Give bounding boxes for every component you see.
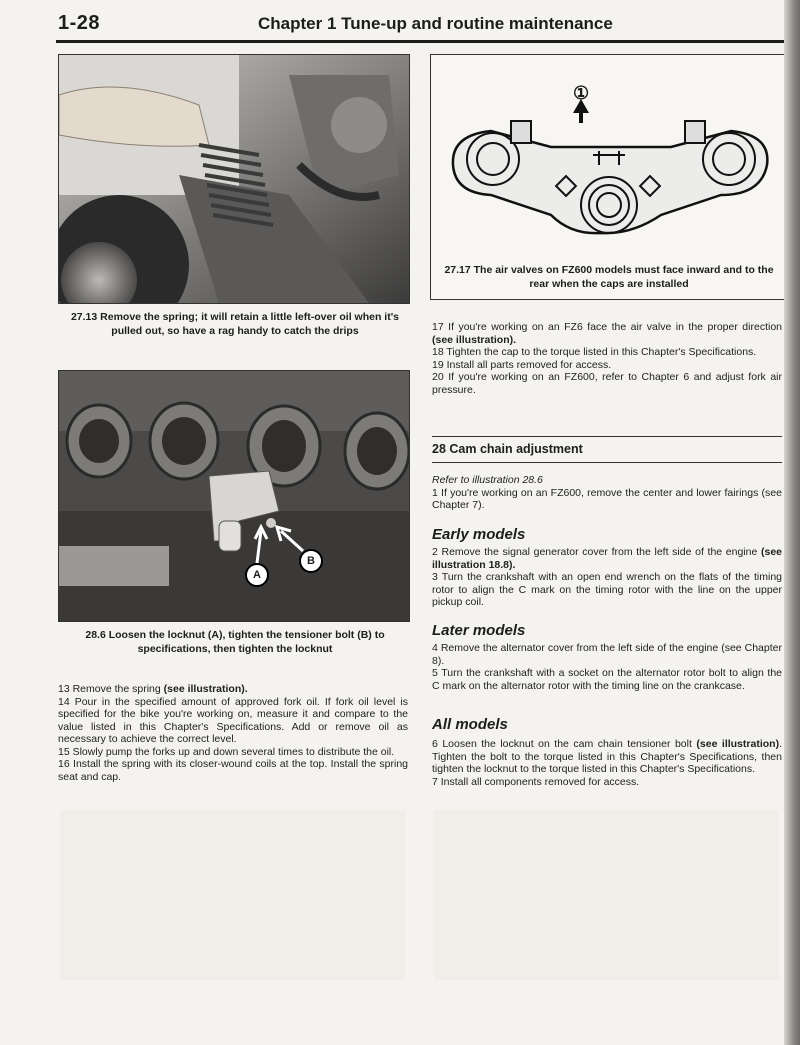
step-13: 13 Remove the spring (see illustration). [58,683,248,695]
subhead-all-models: All models [432,716,508,733]
drawing-fork-air-valves [430,54,786,300]
step-17: 17 If you're working on an FZ6 face the air valve in the proper direction (see illustration). [432,321,782,346]
all-models-text [432,738,782,788]
caption-27-13: 27.13 Remove the spring; it will retain a little left-over oil when it's pulled out, so have a rag handy to catch the drips [70,311,400,337]
step-5: 5 Turn the crankshaft with a socket on the alternator rotor bolt to align the C mark on the alternator rotor with the timing line on the crankcase. [432,667,782,692]
step-20: 20 If you're working on an FZ600, refer to Chapter 6 and adjust fork air pressure. [432,371,782,396]
fork-spring-illustration [59,55,409,303]
right-column-steps-17-20 [432,321,782,396]
callout-a: A [245,563,269,587]
later-models-text [432,642,782,692]
step-16: 16 Install the spring with its closer-wound coils at the top. Install the spring seat and cap. [58,758,408,783]
bleed-through-right [434,810,779,980]
photo-fork-spring [58,54,410,304]
step-4: 4 Remove the alternator cover from the left side of the engine (see Chapter 8). [432,642,782,667]
triple-clamp-drawing [431,55,785,255]
page-number: 1-28 [58,12,101,34]
step-3: 3 Turn the crankshaft with an open end wrench on the flats of the timing rotor to align the C mark on the timing rotor with the line on the upper pickup coil. [432,571,782,608]
header-rule [56,40,784,43]
callout-arrows [59,371,409,621]
step-7: 7 Install all components removed for access. [432,775,640,788]
refer-line: Refer to illustration 28.6 [432,474,543,486]
step-14: 14 Pour in the specified amount of approved fork oil. If fork oil level is specified for the bike you're working on, measure it and compare to the value listed in this Chapter's Specifications. Add or remove oil as necessary to achieve the correct level. [58,695,408,745]
section-rule-top [432,436,782,437]
caption-28-6: 28.6 Loosen the locknut (A), tighten the tensioner bolt (B) to specifications, then tighten the locknut [85,629,385,655]
photo-cam-chain-tensioner [58,370,410,622]
caption-27-17: 27.17 The air valves on FZ600 models must face inward and to the rear when the caps are installed [444,264,774,290]
subhead-later-models: Later models [432,622,526,639]
page-edge-shadow [784,0,800,1045]
callout-b: B [299,549,323,573]
right-column-section-28 [432,474,782,512]
bleed-through-left [60,810,405,980]
step-15: 15 Slowly pump the forks up and down several times to distribute the oil. [58,745,395,758]
early-models-text [432,546,782,609]
callout-1: ① [573,83,590,103]
step-6: 6 Loosen the locknut on the cam chain tensioner bolt (see illustration). Tighten the bolt to the torque listed in this Chapter's Specifications, then tighten the locknut to the torque listed in this Chapter's Specifications. [432,738,782,775]
section-title: 28 Cam chain adjustment [432,442,583,456]
step-2: 2 Remove the signal generator cover from the left side of the engine (see illustration 18.8). [432,546,782,571]
step-18: 18 Tighten the cap to the torque listed in this Chapter's Specifications. [432,346,757,358]
section-rule-bottom [432,462,782,463]
chapter-title: Chapter 1 Tune-up and routine maintenance [258,14,613,33]
left-column-text [58,683,408,783]
step-19: 19 Install all parts removed for access. [432,358,612,371]
subhead-early-models: Early models [432,526,526,543]
step-1: 1 If you're working on an FZ600, remove the center and lower fairings (see Chapter 7). [432,486,782,511]
